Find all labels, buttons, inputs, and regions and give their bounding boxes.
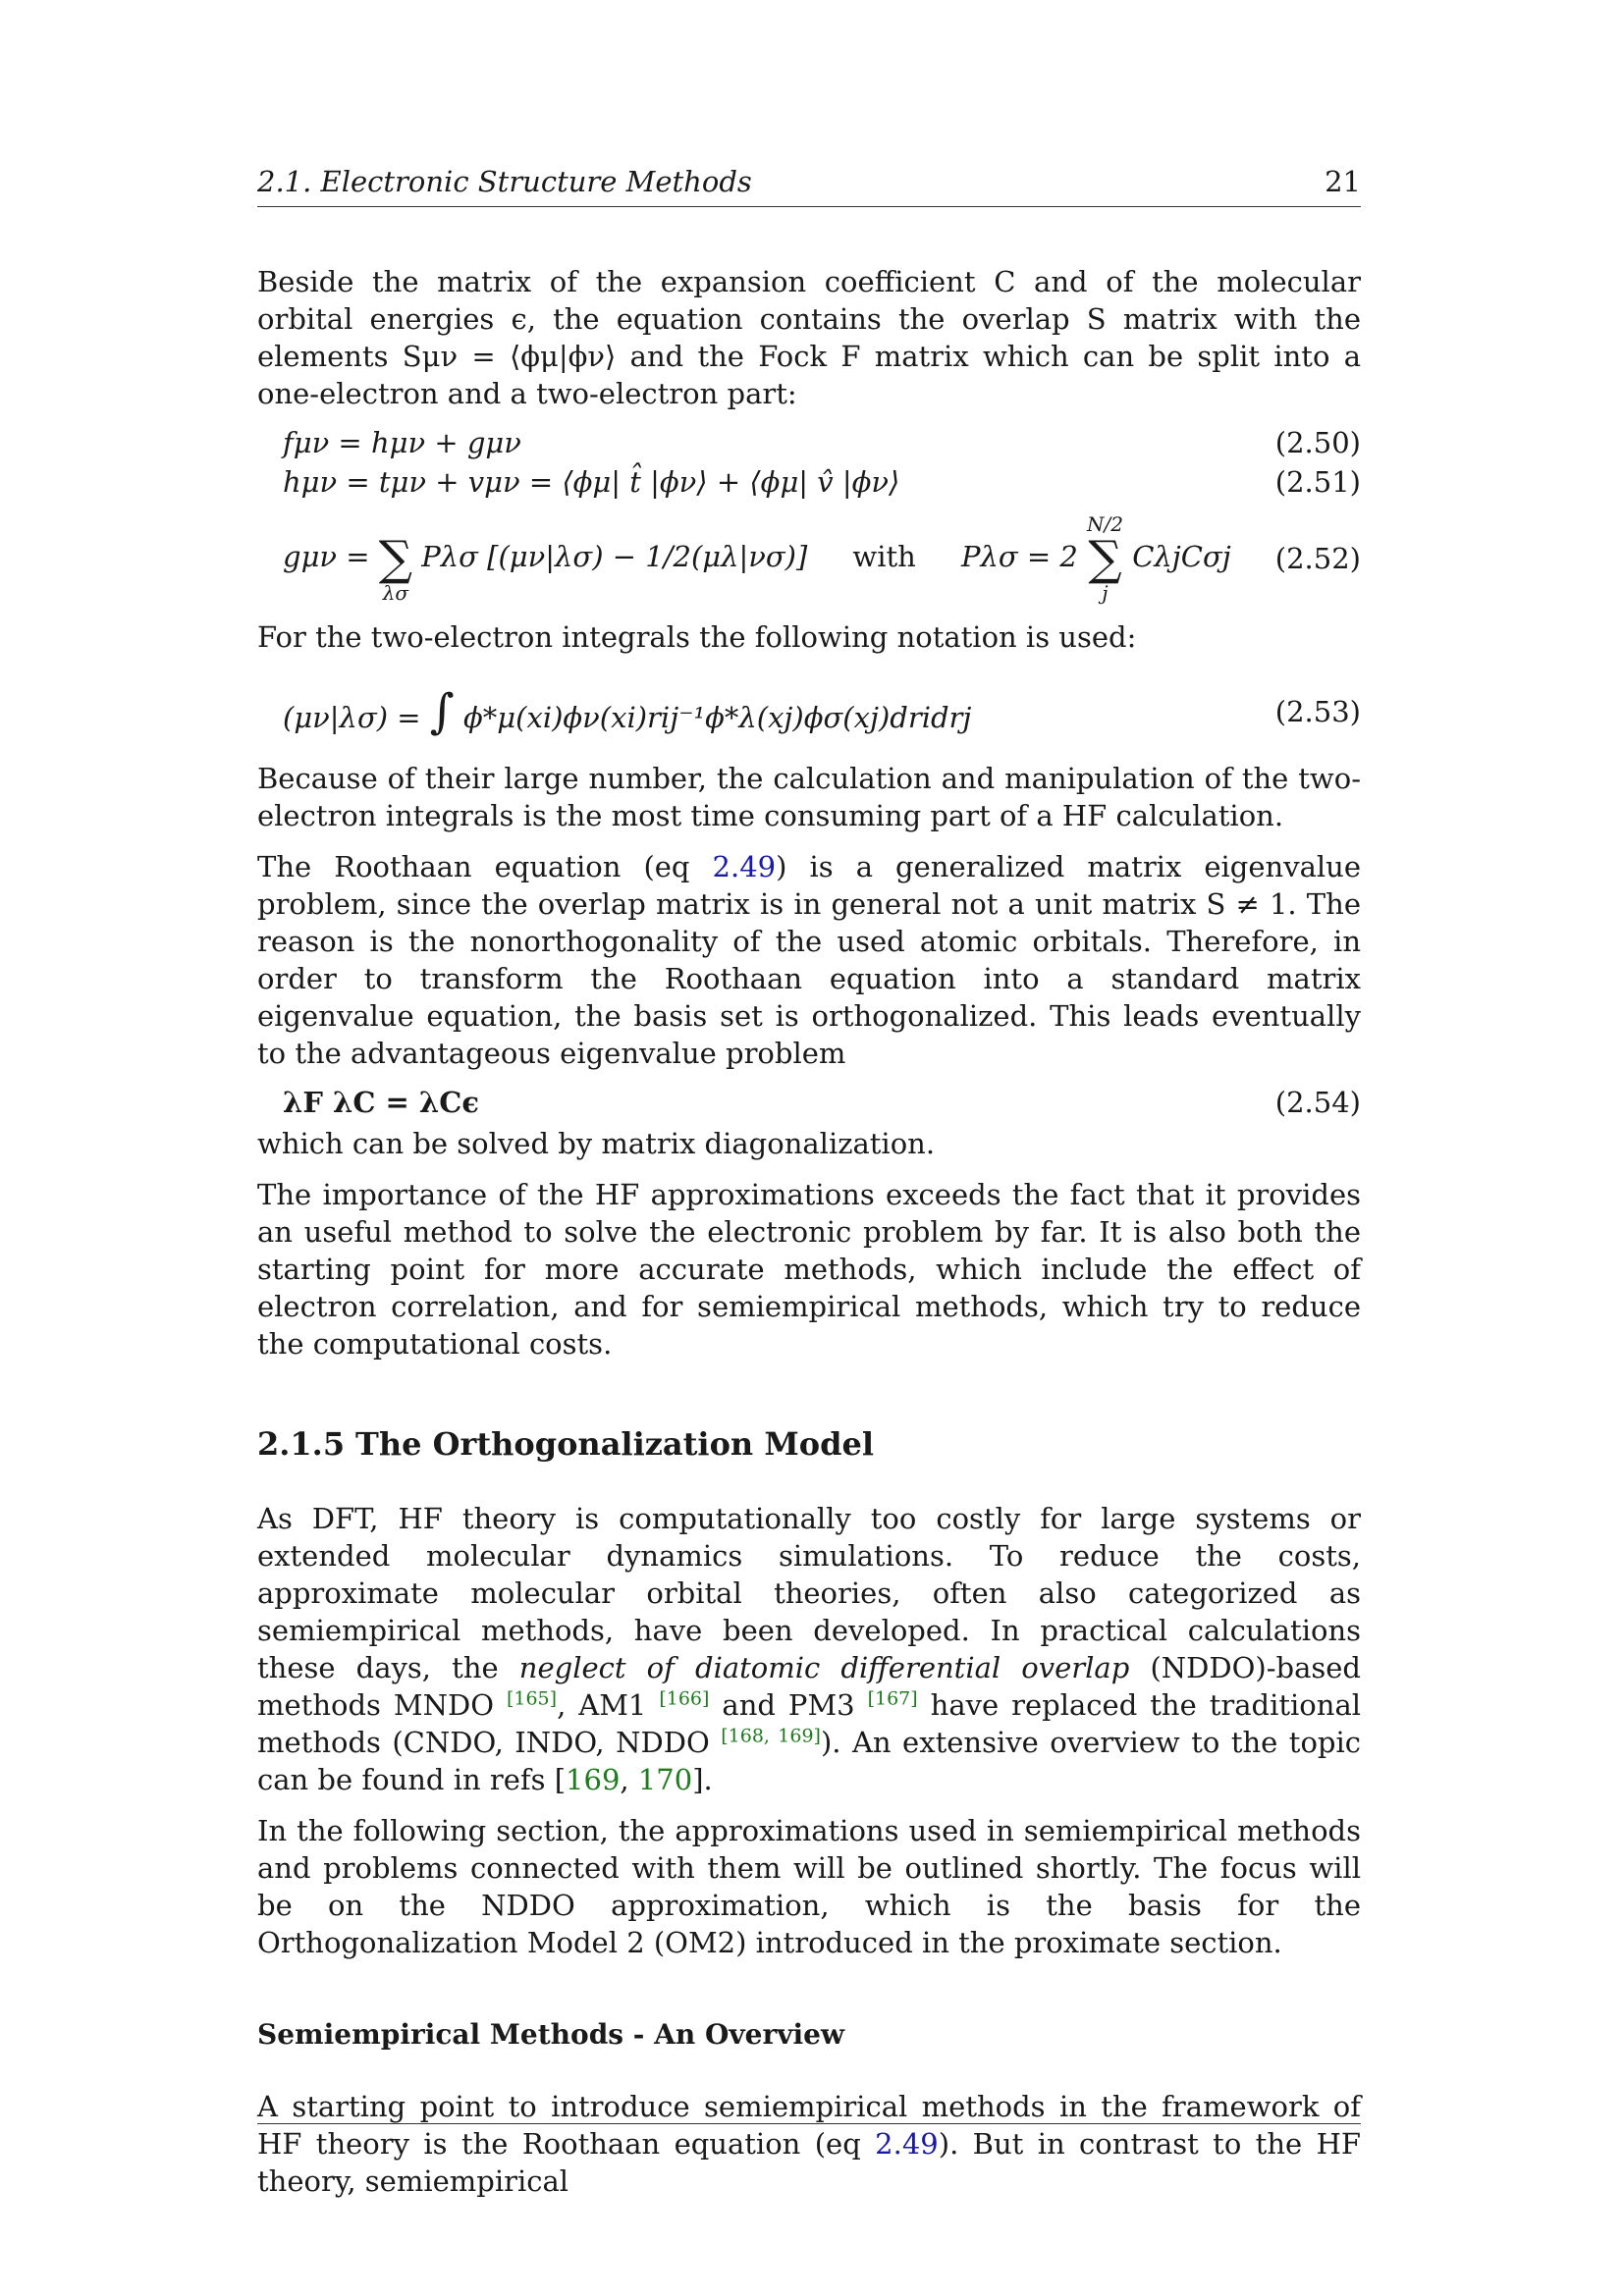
page-number: 21 bbox=[1325, 165, 1361, 198]
equation-link-2-49[interactable]: 2.49 bbox=[712, 850, 777, 883]
text-run: have replaced the traditional methods (CNDO, INDO, NDDO bbox=[257, 1688, 1362, 1759]
equation-expression: hμν = tμν + vμν = ⟨ϕμ| t̂ |ϕν⟩ + ⟨ϕμ| v̂ |ϕν⟩ bbox=[283, 465, 900, 499]
paragraph-following-section: In the following section, the approximations used in semiempirical methods and problems connected with them will be outlined shortly. The focus will be on the NDDO approximation, which is the basis for the Orthogonalization Model 2 (OM2) introduced in the proximate section. bbox=[257, 1814, 1361, 1959]
sigma-symbol: ∑ bbox=[1088, 531, 1122, 586]
equation-expression bbox=[283, 513, 1231, 604]
section-title: The Orthogonalization Model bbox=[355, 1425, 874, 1463]
equation-2-52 bbox=[257, 505, 1361, 613]
equation-number: (2.53) bbox=[1274, 695, 1361, 728]
sum-upper-limit: N/2 bbox=[1087, 512, 1123, 536]
paragraph-roothaan bbox=[257, 848, 1361, 1072]
paragraph-overview-start bbox=[257, 2088, 1361, 2200]
citation-167[interactable]: [167] bbox=[867, 1687, 918, 1710]
text-run: As DFT, HF theory is computationally too costly for large systems or extended molecular dynamics simulations. To reduce the costs, approximate molecular orbital theories, often also categorized as semiempirical methods, have been developed. In practical calculations these days, the bbox=[257, 1502, 1361, 1684]
equation-expression bbox=[283, 684, 972, 739]
equation-number: (2.51) bbox=[1274, 465, 1361, 499]
equation-number: (2.54) bbox=[1274, 1086, 1361, 1119]
equation-lhs: (μν|λσ) = bbox=[283, 701, 430, 734]
equation-2-53 bbox=[257, 673, 1361, 750]
citation-169[interactable]: 169 bbox=[566, 1763, 621, 1796]
paragraph-hf-importance: The importance of the HF approximations exceeds the fact that it provides an useful method to solve the electronic problem by far. It is also both the starting point for more accurate methods, which include the effect of electron correlation, and for semiempirical methods, which try to reduce the computational costs. bbox=[257, 1178, 1361, 1361]
page-body bbox=[257, 263, 1361, 2214]
citation-168-169[interactable]: [168, 169] bbox=[721, 1725, 821, 1747]
paragraph-two-electron-notation: For the two-electron integrals the following notation is used: bbox=[257, 620, 1137, 654]
text-run: , AM1 bbox=[557, 1688, 660, 1722]
sum-operator bbox=[379, 513, 412, 604]
equation-lhs: gμν = bbox=[283, 540, 379, 573]
equation-number: (2.50) bbox=[1274, 426, 1361, 459]
running-header bbox=[257, 165, 1361, 207]
equation-2-54 bbox=[257, 1086, 1361, 1119]
equation-rhs: Pλσ = 2 bbox=[960, 540, 1078, 573]
equation-2-50 bbox=[257, 426, 1361, 459]
text-run: , bbox=[620, 1763, 638, 1796]
text-run: A starting point to introduce semiempirical methods in the framework of HF theory is the Roothaan equation (eq bbox=[257, 2090, 1361, 2161]
sum-lower-limit: j bbox=[1102, 581, 1109, 605]
sigma-symbol: ∑ bbox=[378, 531, 413, 586]
italic-term: neglect of diatomic differential overlap bbox=[518, 1651, 1130, 1684]
citation-165[interactable]: [165] bbox=[506, 1687, 558, 1710]
equation-integrand: ϕ*μ(xi)ϕν(xi)rij⁻¹ϕ*λ(xj)ϕσ(xj)dridrj bbox=[463, 701, 972, 734]
text-run: ). An extensive overview to the topic can be found in refs [ bbox=[257, 1726, 1361, 1796]
footer-rule bbox=[257, 2123, 1361, 2124]
equation-expression: λF λC = λCϵ bbox=[283, 1086, 479, 1119]
equation-number: (2.52) bbox=[1274, 542, 1361, 575]
sum-operator bbox=[1087, 513, 1123, 604]
integral-symbol: ∫ bbox=[429, 684, 455, 739]
equation-summand: CλjCσj bbox=[1132, 540, 1231, 573]
equation-expression: fμν = hμν + gμν bbox=[283, 426, 521, 459]
text-run: and PM3 bbox=[709, 1688, 868, 1722]
equation-with-word: with bbox=[852, 540, 916, 573]
text-run: ). But in contrast to the HF theory, semiempirical bbox=[257, 2127, 1361, 2198]
equation-link-2-49[interactable]: 2.49 bbox=[875, 2127, 939, 2161]
paragraph-semiempirical-intro bbox=[257, 1500, 1361, 1798]
sum-lower-limit: λσ bbox=[382, 581, 409, 605]
paragraph-large-number: Because of their large number, the calculation and manipulation of the two-electron integrals is the most time consuming part of a HF calculation. bbox=[257, 762, 1361, 832]
text-run: ]. bbox=[692, 1763, 713, 1796]
equation-2-51 bbox=[257, 465, 1361, 499]
section-heading bbox=[257, 1425, 1361, 1463]
paragraph-diagonalization: which can be solved by matrix diagonalization. bbox=[257, 1127, 936, 1160]
text-run: ) is a generalized matrix eigenvalue problem, since the overlap matrix is in general not a unit matrix S ≠ 1. The reason is the nonorthogonality of the used atomic orbitals. Therefore, in order to transform the Roothaan equation into a standard matrix eigenvalue equation, the basis set is orthogonalized. This leads eventually to the advantageous eigenvalue problem bbox=[257, 850, 1361, 1070]
citation-166[interactable]: [166] bbox=[659, 1687, 710, 1710]
paragraph-fock-intro: Beside the matrix of the expansion coefficient C and of the molecular orbital energies ϵ, the equation contains the overlap S matrix with the elements Sμν = ⟨ϕμ|ϕν⟩ and the Fock F matrix which can be split into a one-electron and a two-electron part: bbox=[257, 265, 1361, 410]
section-number: 2.1.5 bbox=[257, 1425, 346, 1463]
citation-170[interactable]: 170 bbox=[637, 1763, 693, 1796]
text-run: The Roothaan equation (eq bbox=[257, 850, 713, 883]
subsection-heading: Semiempirical Methods - An Overview bbox=[257, 2018, 845, 2051]
running-header-title: 2.1. Electronic Structure Methods bbox=[257, 165, 752, 198]
equation-summand: Pλσ [(μν|λσ) − 1/2(μλ|νσ)] bbox=[421, 540, 808, 573]
text-run: (NDDO)-based methods MNDO bbox=[257, 1651, 1361, 1722]
